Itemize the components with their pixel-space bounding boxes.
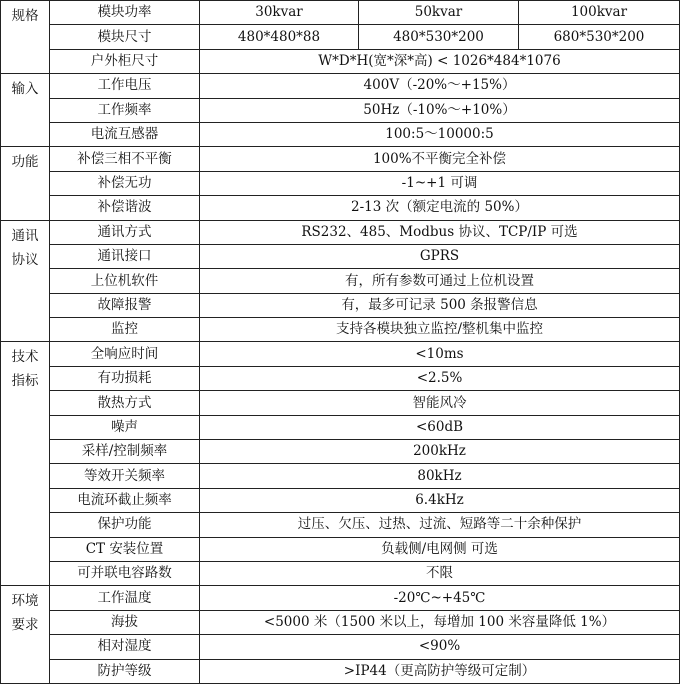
table-row: [1, 537, 680, 561]
parameter-value: 过压、欠压、过热、过流、短路等二十余种保护: [200, 513, 680, 537]
parameter-value: 50kvar: [359, 1, 519, 25]
table-row: [1, 561, 680, 585]
parameter-value: 不限: [200, 561, 680, 585]
category-cell: [1, 220, 50, 342]
parameter-value: 100kvar: [519, 1, 680, 25]
parameter-label: 防护等级: [50, 659, 200, 683]
table-row: [1, 513, 680, 537]
parameter-label: 有功损耗: [50, 366, 200, 390]
parameter-value: 400V（-20%～+15%）: [200, 74, 680, 98]
parameter-label: 采样/控制频率: [50, 440, 200, 464]
parameter-value: <5000 米（1500 米以上，每增加 100 米容量降低 1%）: [200, 610, 680, 634]
table-row: [1, 488, 680, 512]
parameter-value: 智能风冷: [200, 391, 680, 415]
parameter-value: -20℃~+45℃: [200, 586, 680, 610]
category-cell: [1, 1, 50, 74]
category-label: 技术指标: [11, 349, 39, 390]
table-row: [1, 74, 680, 98]
parameter-label: 工作频率: [50, 98, 200, 122]
parameter-label: 模块尺寸: [50, 25, 200, 49]
parameter-value: 480*480*88: [200, 25, 359, 49]
table-row: [1, 269, 680, 293]
parameter-label: 电流环截止频率: [50, 488, 200, 512]
parameter-label: 可并联电容路数: [50, 561, 200, 585]
parameter-label: 补偿三相不平衡: [50, 147, 200, 171]
parameter-label: CT 安装位置: [50, 537, 200, 561]
parameter-label: 工作电压: [50, 74, 200, 98]
parameter-label: 散热方式: [50, 391, 200, 415]
parameter-label: 工作温度: [50, 586, 200, 610]
parameter-value: <10ms: [200, 342, 680, 366]
parameter-value: 680*530*200: [519, 25, 680, 49]
category-label: 规格: [11, 8, 39, 24]
parameter-label: 故障报警: [50, 293, 200, 317]
parameter-value: 6.4kHz: [200, 488, 680, 512]
parameter-value: GPRS: [200, 244, 680, 268]
table-row: [1, 25, 680, 49]
parameter-label: 通讯接口: [50, 244, 200, 268]
parameter-value: 30kvar: [200, 1, 359, 25]
category-cell: [1, 74, 50, 147]
parameter-value: 支持各模块独立监控/整机集中监控: [200, 318, 680, 342]
table-row: [1, 415, 680, 439]
parameter-value: >IP44（更高防护等级可定制）: [200, 659, 680, 683]
table-row: [1, 610, 680, 634]
parameter-label: 全响应时间: [50, 342, 200, 366]
table-row: [1, 586, 680, 610]
table-row: [1, 342, 680, 366]
parameter-value: 480*530*200: [359, 25, 519, 49]
table-row: [1, 147, 680, 171]
parameter-label: 户外柜尺寸: [50, 49, 200, 73]
category-cell: [1, 342, 50, 586]
parameter-label: 噪声: [50, 415, 200, 439]
table-row: [1, 464, 680, 488]
parameter-label: 通讯方式: [50, 220, 200, 244]
parameter-label: 海拔: [50, 610, 200, 634]
table-row: [1, 293, 680, 317]
parameter-label: 上位机软件: [50, 269, 200, 293]
category-label: 功能: [11, 154, 39, 171]
parameter-label: 补偿谐波: [50, 196, 200, 220]
table-row: [1, 244, 680, 268]
table-row: [1, 49, 680, 73]
table-row: [1, 220, 680, 244]
category-cell: [1, 147, 50, 220]
category-label: 环境要求: [11, 593, 39, 634]
parameter-value: 200kHz: [200, 440, 680, 464]
table-row: [1, 196, 680, 220]
parameter-value: 2-13 次（额定电流的 50%）: [200, 196, 680, 220]
parameter-value: <90%: [200, 635, 680, 659]
parameter-label: 相对湿度: [50, 635, 200, 659]
parameter-value: W*D*H(宽*深*高) < 1026*484*1076: [200, 49, 680, 73]
table-row: [1, 391, 680, 415]
table-row: [1, 98, 680, 122]
parameter-label: 模块功率: [50, 1, 200, 25]
parameter-label: 等效开关频率: [50, 464, 200, 488]
parameter-value: 负载侧/电网侧 可选: [200, 537, 680, 561]
parameter-value: 有，所有参数可通过上位机设置: [200, 269, 680, 293]
table-row: [1, 366, 680, 390]
table-row: [1, 440, 680, 464]
parameter-value: <60dB: [200, 415, 680, 439]
table-row: [1, 122, 680, 146]
parameter-value: 有，最多可记录 500 条报警信息: [200, 293, 680, 317]
parameter-value: 50Hz（-10%～+10%）: [200, 98, 680, 122]
table-row: [1, 635, 680, 659]
spec-table-body: [1, 1, 680, 684]
table-row: [1, 318, 680, 342]
parameter-value: 100%不平衡完全补偿: [200, 147, 680, 171]
parameter-value: -1~+1 可调: [200, 171, 680, 195]
category-label: 通讯协议: [11, 227, 39, 268]
parameter-value: 80kHz: [200, 464, 680, 488]
category-cell: [1, 586, 50, 684]
parameter-label: 电流互感器: [50, 122, 200, 146]
table-row: [1, 1, 680, 25]
parameter-label: 监控: [50, 318, 200, 342]
parameter-label: 保护功能: [50, 513, 200, 537]
category-label: 输入: [11, 81, 39, 98]
parameter-value: <2.5%: [200, 366, 680, 390]
parameter-value: 100:5～10000:5: [200, 122, 680, 146]
table-row: [1, 659, 680, 683]
table-row: [1, 171, 680, 195]
parameter-label: 补偿无功: [50, 171, 200, 195]
parameter-value: RS232、485、Modbus 协议、TCP/IP 可选: [200, 220, 680, 244]
